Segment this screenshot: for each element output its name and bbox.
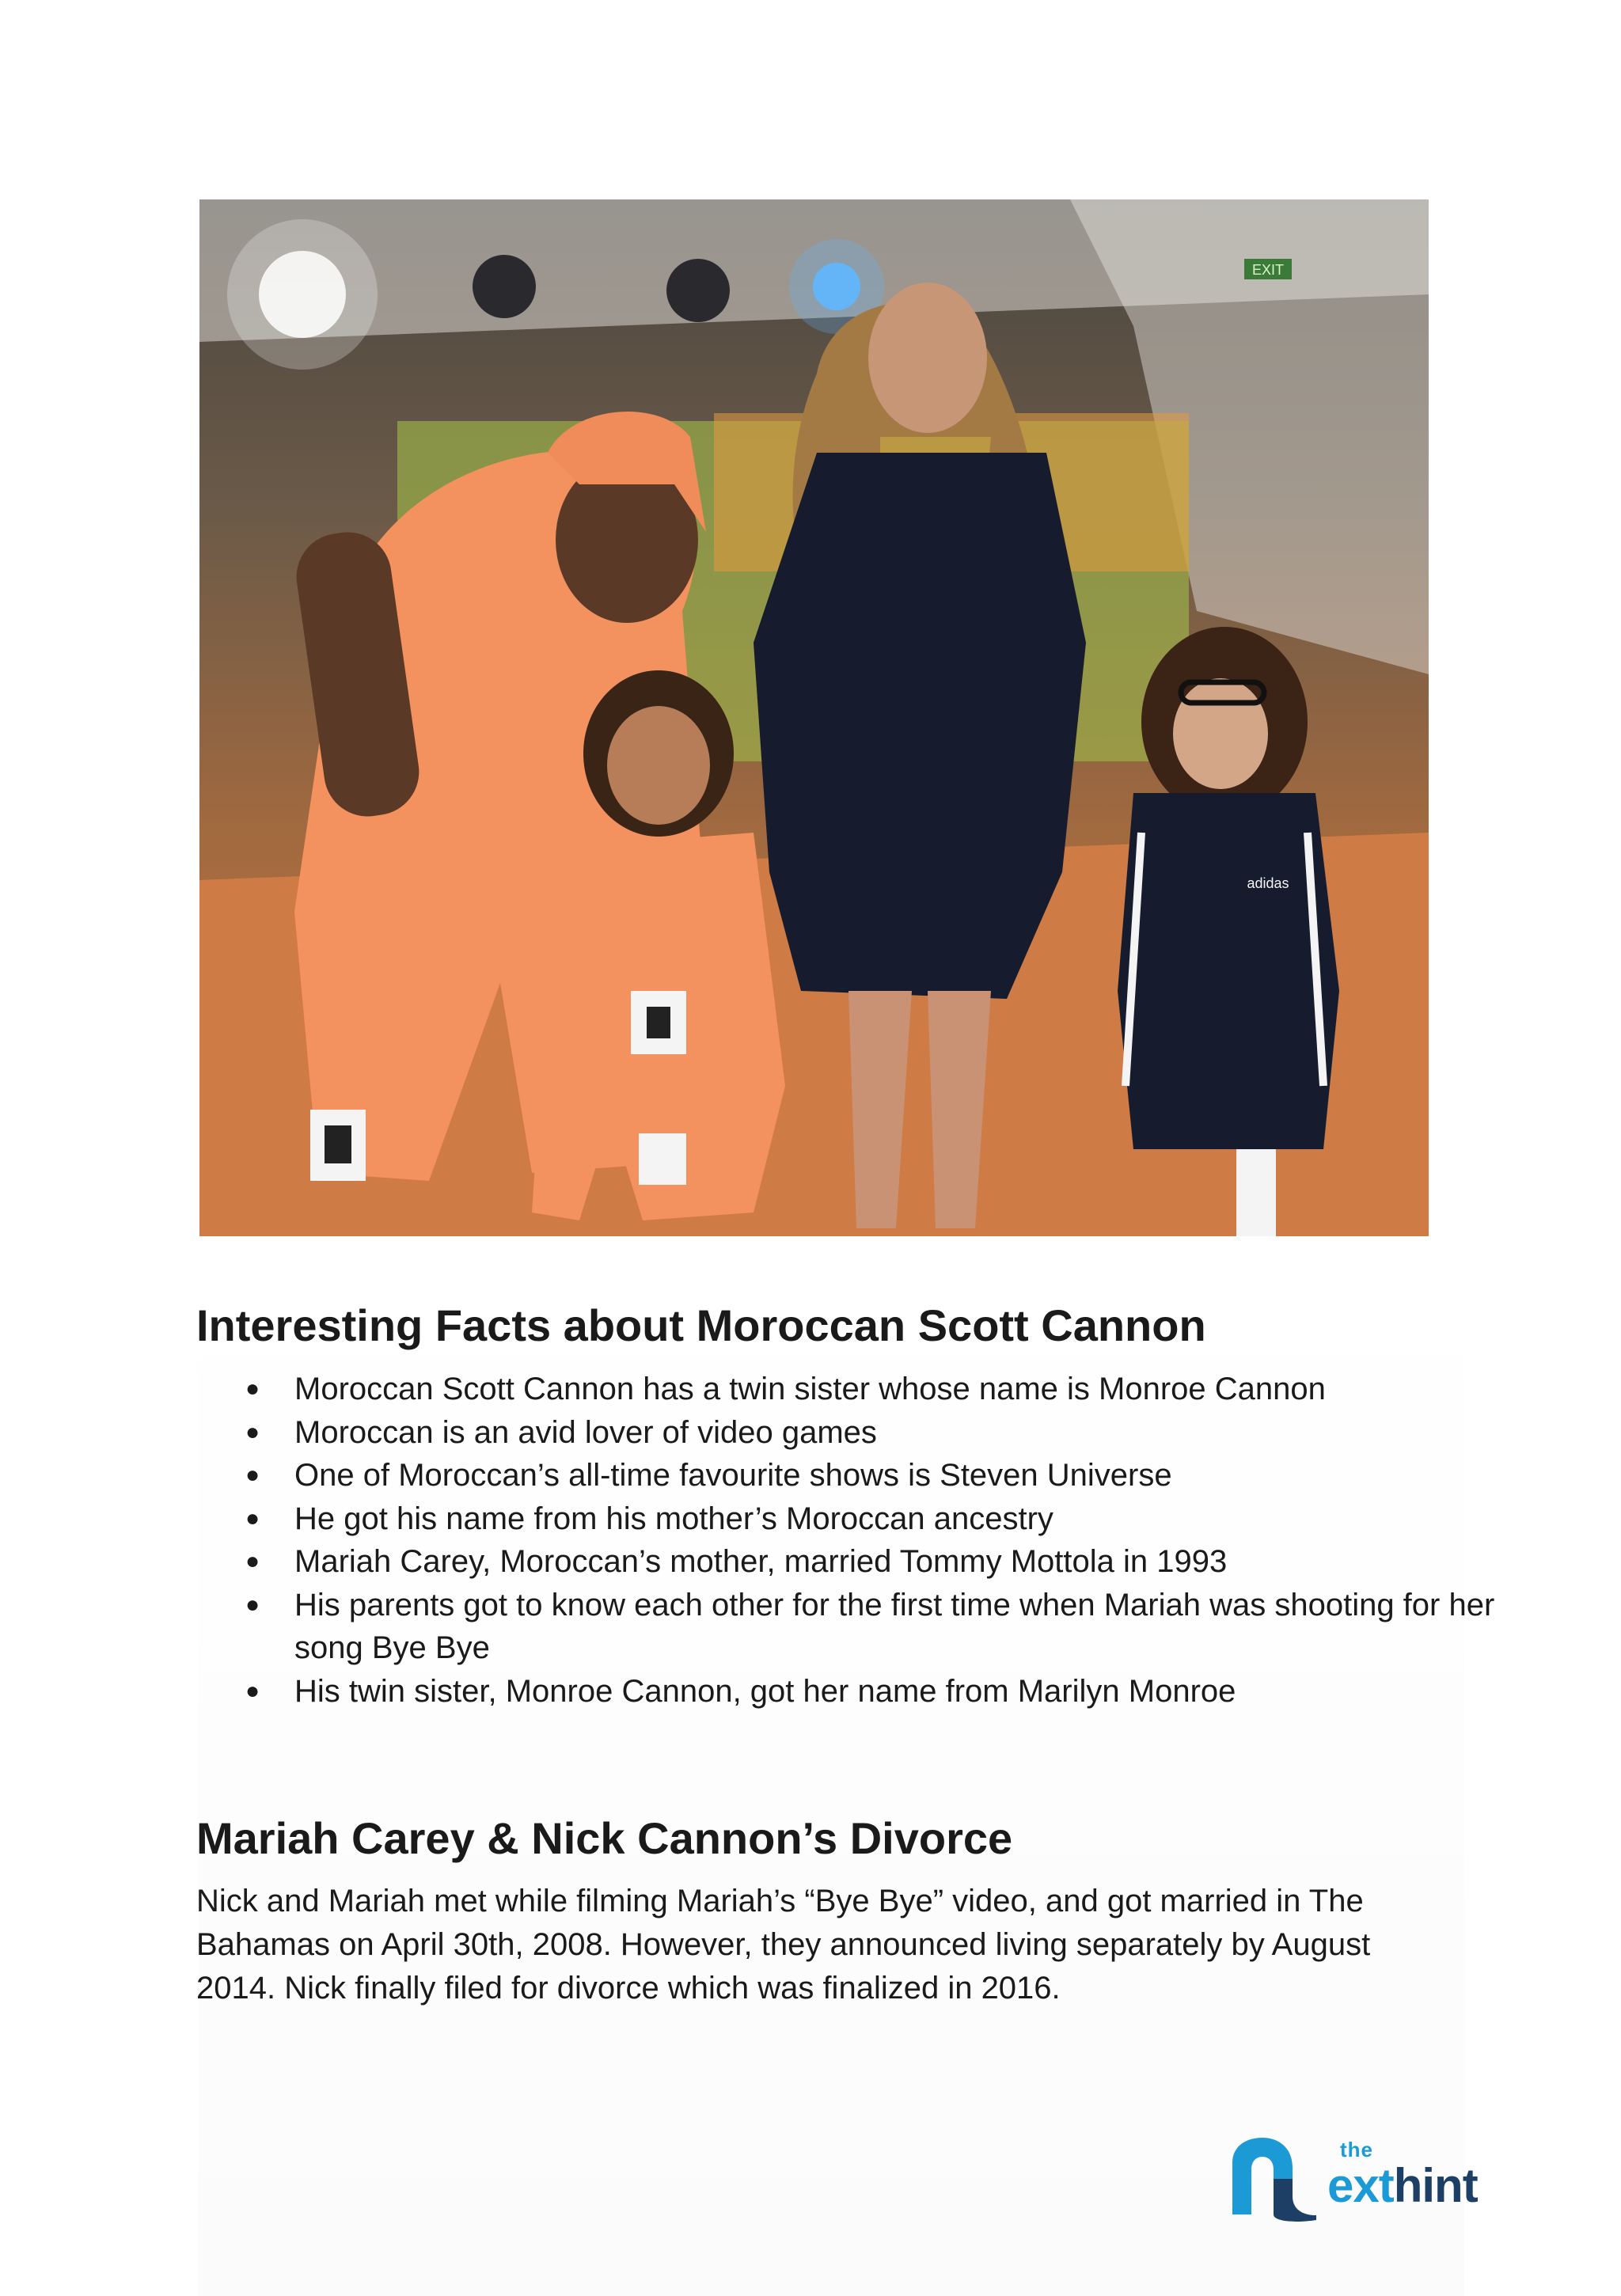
n-logo-icon	[1223, 2131, 1326, 2226]
logo-ext-text: ext	[1327, 2159, 1394, 2212]
logo-hint-text: hint	[1393, 2159, 1478, 2212]
logo-wordmark	[1327, 2158, 1478, 2214]
fact-text: Moroccan is an avid lover of video games	[294, 1414, 877, 1450]
bullet-icon: ●	[245, 1548, 260, 1574]
list-item	[196, 1411, 1498, 1455]
family-photo	[199, 199, 1429, 1236]
bullet-icon: ●	[245, 1376, 260, 1402]
list-item	[196, 1670, 1498, 1713]
facts-list	[196, 1368, 1495, 1713]
logo-the-text: the	[1340, 2138, 1373, 2161]
fact-text: Moroccan Scott Cannon has a twin sister whose name is Monroe Cannon	[294, 1372, 1326, 1406]
fact-text: One of Moroccan’s all-time favourite shows is Steven Universe	[294, 1458, 1172, 1493]
fact-text: He got his name from his mother’s Moroccan ancestry	[294, 1501, 1053, 1536]
list-item	[196, 1497, 1498, 1541]
list-item	[196, 1454, 1498, 1497]
jacket-logo: adidas	[1247, 875, 1289, 891]
facts-heading: Interesting Facts about Moroccan Scott Cannon	[196, 1300, 1206, 1350]
list-item	[196, 1540, 1498, 1584]
bullet-icon: ●	[245, 1462, 260, 1488]
bullet-icon: ●	[245, 1591, 260, 1618]
photo-illustration	[199, 199, 1429, 1236]
divorce-heading: Mariah Carey & Nick Cannon’s Divorce	[196, 1813, 1013, 1863]
divorce-paragraph: Nick and Mariah met while filming Mariah’s “Bye Bye” video, and got married in The Bahamas on April 30th, 2008. However, they announced living separately by August 2014. Nick finally filed for divorce which was finalized in 2016.	[196, 1884, 1371, 2006]
bullet-icon: ●	[245, 1505, 260, 1531]
bullet-icon: ●	[245, 1418, 260, 1445]
fact-text: Mariah Carey, Moroccan’s mother, married Tommy Mottola in 1993	[294, 1544, 1228, 1579]
list-item	[196, 1368, 1498, 1411]
fact-text: His twin sister, Monroe Cannon, got her name from Marilyn Monroe	[294, 1673, 1236, 1709]
fact-text: His parents got to know each other for the first time when Mariah was shooting for her song Bye Bye	[294, 1587, 1495, 1665]
next-hint-logo[interactable]	[1223, 2131, 1524, 2226]
list-item	[196, 1584, 1498, 1670]
exit-sign: EXIT	[1251, 262, 1285, 278]
bullet-icon: ●	[245, 1677, 260, 1704]
